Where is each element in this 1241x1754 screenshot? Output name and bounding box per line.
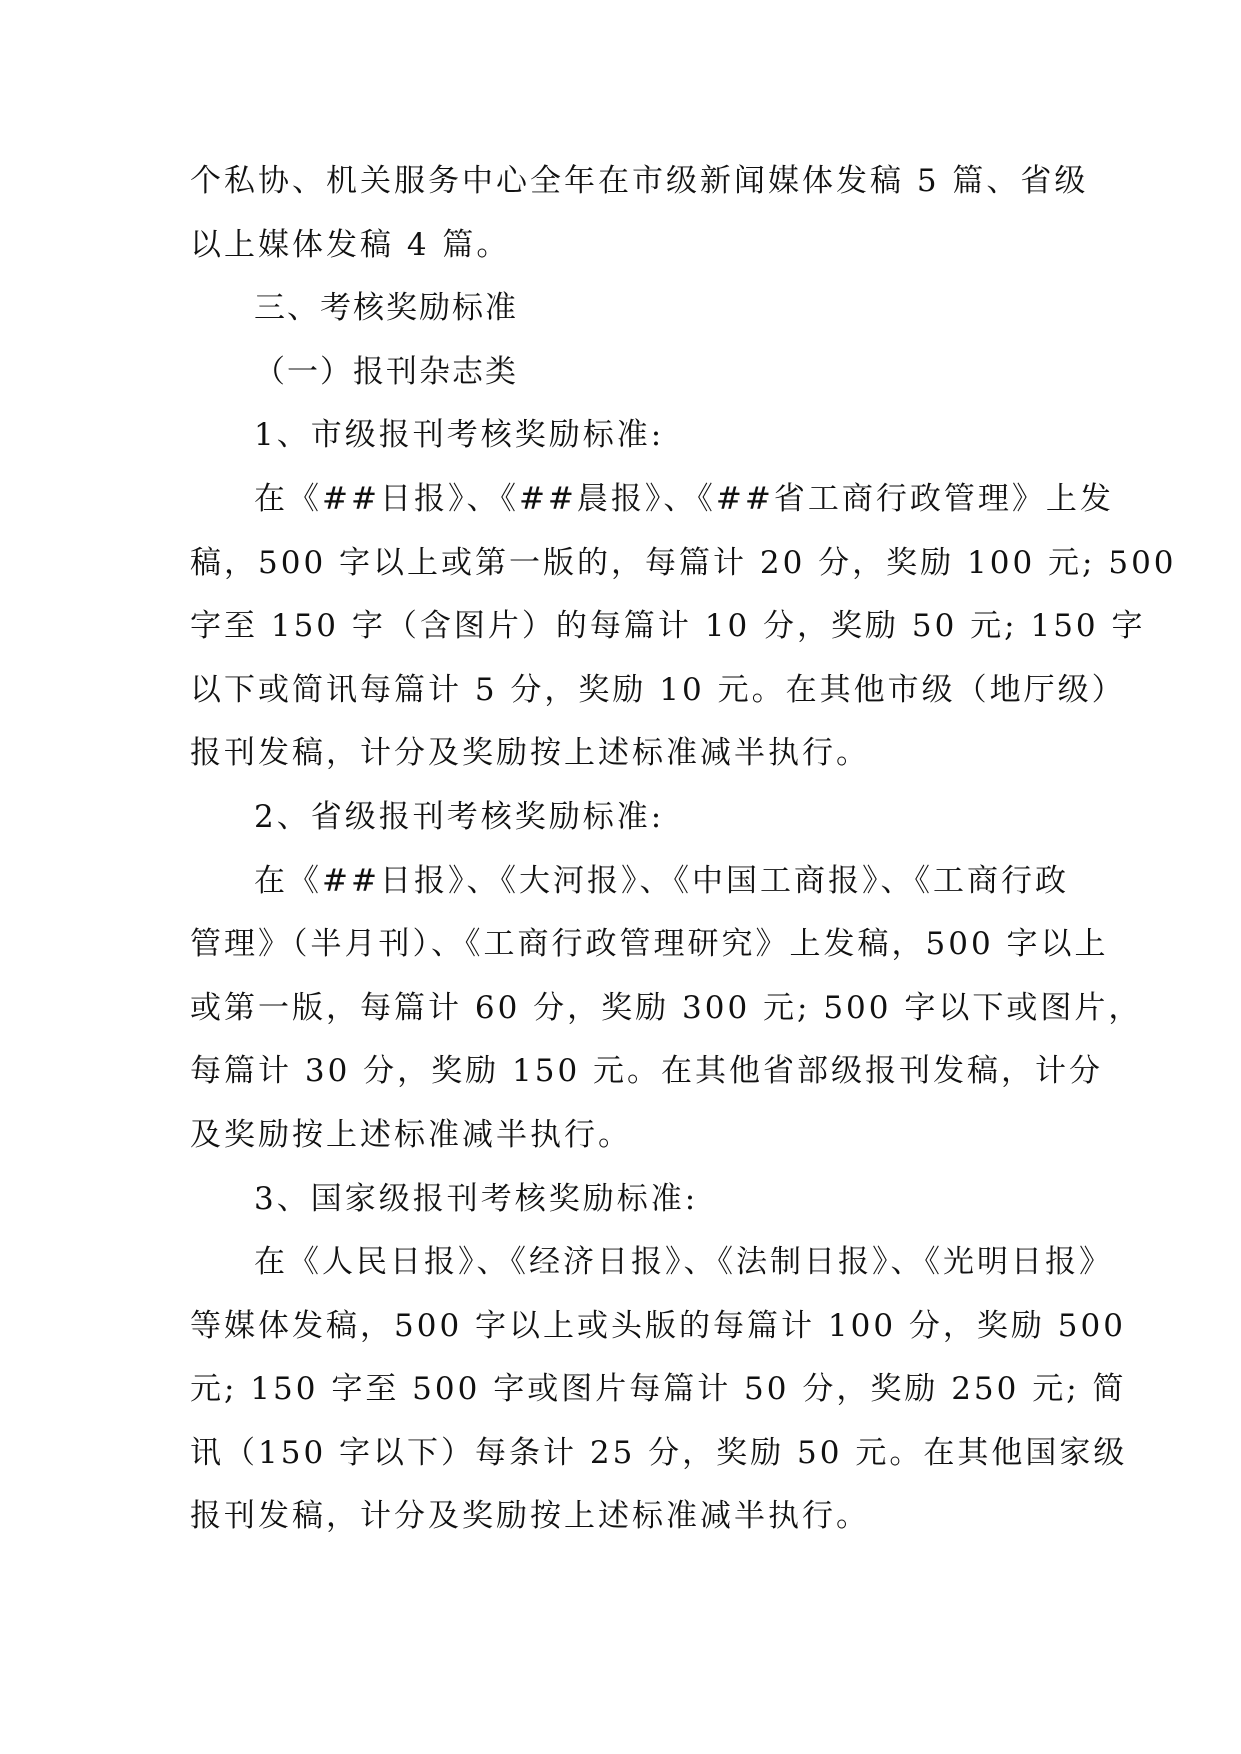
paragraph-line: 或第一版，每篇计 60 分，奖励 300 元; 500 字以下或图片， <box>190 989 1143 1026</box>
subsection-heading: （一）报刊杂志类 <box>254 353 518 390</box>
paragraph-line: 个私协、机关服务中心全年在市级新闻媒体发稿 5 篇、省级 <box>190 163 1089 199</box>
item-heading: 1、市级报刊考核奖励标准: <box>254 417 665 454</box>
paragraph-line: 及奖励按上述标准减半执行。 <box>190 1116 632 1153</box>
paragraph-line: 以下或简讯每篇计 5 分，奖励 10 元。在其他市级（地厅级） <box>190 671 1126 708</box>
paragraph-line: 管理》（半月刊）、《工商行政管理研究》上发稿，500 字以上 <box>190 926 1109 963</box>
section-heading: 三、考核奖励标准 <box>254 290 518 327</box>
paragraph-line: 报刊发稿，计分及奖励按上述标准减半执行。 <box>190 735 870 772</box>
paragraph-line: 字至 150 字（含图片）的每篇计 10 分，奖励 50 元; 150 字 <box>190 608 1146 645</box>
paragraph-line: 等媒体发稿，500 字以上或头版的每篇计 100 分，奖励 500 <box>190 1307 1126 1344</box>
paragraph-line: 在《人民日报》、《经济日报》、《法制日报》、《光明日报》 <box>254 1244 1113 1281</box>
item-heading: 3、国家级报刊考核奖励标准: <box>254 1180 699 1217</box>
paragraph-line: 每篇计 30 分，奖励 150 元。在其他省部级报刊发稿，计分 <box>190 1053 1104 1090</box>
paragraph-line: 以上媒体发稿 4 篇。 <box>190 226 511 263</box>
item-heading: 2、省级报刊考核奖励标准: <box>254 798 665 835</box>
paragraph-line: 稿，500 字以上或第一版的，每篇计 20 分，奖励 100 元; 500 <box>190 544 1177 581</box>
paragraph-line: 元; 150 字至 500 字或图片每篇计 50 分，奖励 250 元; 简 <box>190 1371 1127 1408</box>
paragraph-line: 在《##日报》、《大河报》、《中国工商报》、《工商行政 <box>254 862 1069 899</box>
paragraph-line: 报刊发稿，计分及奖励按上述标准减半执行。 <box>190 1498 870 1535</box>
paragraph-line: 在《##日报》、《##晨报》、《##省工商行政管理》上发 <box>254 480 1114 517</box>
document-body <box>190 150 1177 1549</box>
paragraph-line: 讯（150 字以下）每条计 25 分，奖励 50 元。在其他国家级 <box>190 1434 1128 1471</box>
